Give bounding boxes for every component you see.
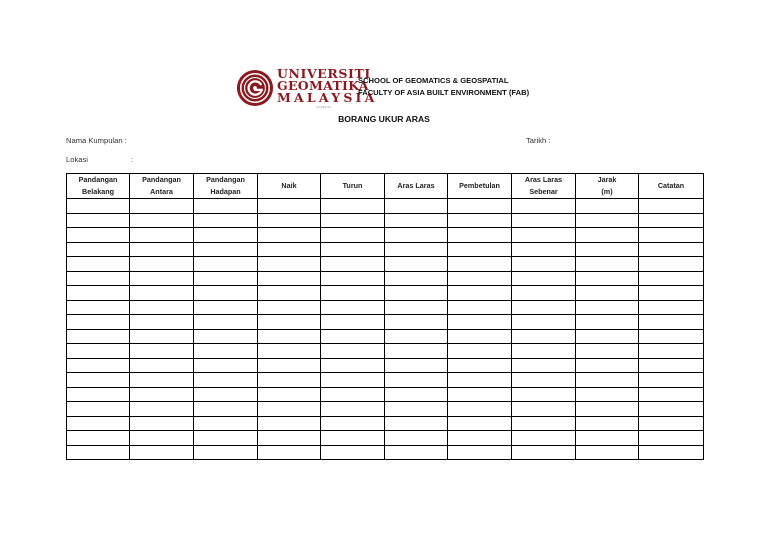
column-header [194, 174, 258, 199]
table-cell[interactable] [321, 358, 385, 373]
levelling-table [66, 173, 704, 460]
table-cell[interactable] [258, 402, 321, 417]
table-cell[interactable] [576, 373, 639, 388]
table-cell[interactable] [639, 199, 704, 214]
table-cell[interactable] [512, 213, 576, 228]
table-cell[interactable] [385, 242, 448, 257]
table-cell[interactable] [321, 431, 385, 446]
column-header-text: Pembetulan [459, 181, 500, 190]
column-header [67, 174, 130, 199]
table-cell[interactable] [639, 271, 704, 286]
table-cell[interactable] [321, 445, 385, 460]
table-row [67, 445, 704, 460]
table-cell[interactable] [576, 387, 639, 402]
table-cell[interactable] [258, 315, 321, 330]
table-cell[interactable] [639, 344, 704, 359]
table-row [67, 344, 704, 359]
table-row [67, 228, 704, 243]
table-cell[interactable] [194, 329, 258, 344]
table-cell[interactable] [385, 228, 448, 243]
table-cell[interactable] [385, 445, 448, 460]
column-header [448, 174, 512, 199]
table-cell[interactable] [512, 315, 576, 330]
table-cell[interactable] [321, 213, 385, 228]
table-cell[interactable] [576, 416, 639, 431]
column-header-text: Hadapan [210, 187, 241, 196]
table-cell[interactable] [321, 286, 385, 301]
table-cell[interactable] [194, 257, 258, 272]
table-cell[interactable] [512, 257, 576, 272]
table-cell[interactable] [512, 416, 576, 431]
table-cell[interactable] [512, 431, 576, 446]
table-cell[interactable] [194, 286, 258, 301]
table-cell[interactable] [194, 315, 258, 330]
table-cell[interactable] [512, 286, 576, 301]
table-cell[interactable] [321, 199, 385, 214]
table-header-row [67, 174, 704, 199]
table-cell[interactable] [512, 271, 576, 286]
table-cell[interactable] [639, 329, 704, 344]
table-cell[interactable] [258, 358, 321, 373]
table-cell[interactable] [576, 228, 639, 243]
table-row [67, 402, 704, 417]
column-header-text: Turun [342, 181, 363, 190]
table-cell[interactable] [130, 213, 194, 228]
table-cell[interactable] [258, 213, 321, 228]
university-subtext: (GUMSYS) [316, 105, 331, 109]
table-cell[interactable] [448, 329, 512, 344]
table-cell[interactable] [258, 416, 321, 431]
table-cell[interactable] [321, 387, 385, 402]
table-cell[interactable] [639, 300, 704, 315]
column-header-text: Pandangan [142, 175, 181, 184]
table-cell[interactable] [258, 228, 321, 243]
column-header [512, 174, 576, 199]
table-cell[interactable] [512, 373, 576, 388]
column-header-text: Belakang [82, 187, 114, 196]
table-cell[interactable] [448, 315, 512, 330]
table-row [67, 213, 704, 228]
table-cell[interactable] [512, 358, 576, 373]
table-cell[interactable] [576, 344, 639, 359]
table-cell[interactable] [130, 387, 194, 402]
table-cell[interactable] [258, 329, 321, 344]
table-cell[interactable] [67, 373, 130, 388]
table-cell[interactable] [67, 271, 130, 286]
table-cell[interactable] [67, 431, 130, 446]
table-row [67, 358, 704, 373]
table-cell[interactable] [194, 445, 258, 460]
table-cell[interactable] [576, 199, 639, 214]
table-cell[interactable] [385, 213, 448, 228]
table-cell[interactable] [130, 431, 194, 446]
table-cell[interactable] [512, 344, 576, 359]
table-cell[interactable] [385, 431, 448, 446]
table-cell[interactable] [385, 271, 448, 286]
table-cell[interactable] [194, 373, 258, 388]
table-cell[interactable] [639, 315, 704, 330]
table-cell[interactable] [258, 199, 321, 214]
school-name [358, 75, 529, 99]
table-cell[interactable] [639, 213, 704, 228]
table-row [67, 286, 704, 301]
table-cell[interactable] [130, 445, 194, 460]
table-cell[interactable] [194, 199, 258, 214]
table-cell[interactable] [258, 387, 321, 402]
table-cell[interactable] [258, 286, 321, 301]
table-cell[interactable] [448, 199, 512, 214]
table-cell[interactable] [194, 213, 258, 228]
table-row [67, 271, 704, 286]
table-cell[interactable] [448, 271, 512, 286]
table-cell[interactable] [448, 358, 512, 373]
table-cell[interactable] [130, 344, 194, 359]
table-cell[interactable] [321, 373, 385, 388]
table-cell[interactable] [385, 199, 448, 214]
table-cell[interactable] [194, 300, 258, 315]
table-cell[interactable] [576, 271, 639, 286]
table-cell[interactable] [385, 387, 448, 402]
column-header [576, 174, 639, 199]
table-cell[interactable] [639, 445, 704, 460]
table-cell[interactable] [576, 402, 639, 417]
table-row [67, 257, 704, 272]
table-cell[interactable] [67, 242, 130, 257]
table-cell[interactable] [321, 271, 385, 286]
table-cell[interactable] [576, 213, 639, 228]
table-cell[interactable] [258, 344, 321, 359]
table-cell[interactable] [321, 344, 385, 359]
table-cell[interactable] [576, 300, 639, 315]
table-cell[interactable] [130, 257, 194, 272]
school-line1: SCHOOL OF GEOMATICS & GEOSPATIAL [358, 76, 509, 85]
column-header-text: Aras Laras [397, 181, 435, 190]
table-row [67, 387, 704, 402]
table-cell[interactable] [258, 431, 321, 446]
table-cell[interactable] [639, 373, 704, 388]
table-cell[interactable] [512, 199, 576, 214]
table-body [67, 199, 704, 460]
table-cell[interactable] [385, 300, 448, 315]
table-cell[interactable] [512, 402, 576, 417]
group-name-label: Nama Kumpulan : [66, 136, 127, 145]
table-cell[interactable] [576, 242, 639, 257]
column-header-text: Aras Laras [524, 175, 563, 184]
table-cell[interactable] [67, 416, 130, 431]
column-header [258, 174, 321, 199]
table-cell[interactable] [194, 228, 258, 243]
table-cell[interactable] [639, 387, 704, 402]
column-header-text: Pandangan [206, 175, 245, 184]
table-cell[interactable] [639, 242, 704, 257]
table-cell[interactable] [194, 416, 258, 431]
university-name-line1: UNIVERSITI [277, 66, 371, 81]
table-cell[interactable] [385, 329, 448, 344]
letterhead [236, 67, 556, 109]
table-cell[interactable] [639, 402, 704, 417]
university-logo-icon [236, 69, 274, 107]
table-cell[interactable] [130, 271, 194, 286]
table-cell[interactable] [321, 257, 385, 272]
university-name-line3: MALAYSIA [277, 90, 378, 105]
table-cell[interactable] [130, 315, 194, 330]
school-line2: FACULTY OF ASIA BUILT ENVIRONMENT (FAB) [358, 88, 530, 97]
table-cell[interactable] [448, 213, 512, 228]
column-header [385, 174, 448, 199]
column-header-text: Pandangan [78, 175, 118, 184]
table-cell[interactable] [512, 300, 576, 315]
table-cell[interactable] [448, 344, 512, 359]
table-cell[interactable] [512, 242, 576, 257]
table-cell[interactable] [130, 228, 194, 243]
table-cell[interactable] [321, 242, 385, 257]
table-cell[interactable] [130, 300, 194, 315]
table-row [67, 431, 704, 446]
table-cell[interactable] [448, 445, 512, 460]
table-cell[interactable] [130, 358, 194, 373]
table-cell[interactable] [321, 300, 385, 315]
table-cell[interactable] [194, 271, 258, 286]
column-header [321, 174, 385, 199]
table-cell[interactable] [512, 228, 576, 243]
table-cell[interactable] [130, 199, 194, 214]
table-cell[interactable] [130, 402, 194, 417]
table-cell[interactable] [512, 445, 576, 460]
table-cell[interactable] [130, 373, 194, 388]
table-row [67, 199, 704, 214]
column-header-text: Jarak [597, 175, 617, 184]
table-cell[interactable] [639, 416, 704, 431]
form-title: BORANG UKUR ARAS [338, 114, 430, 124]
table-cell[interactable] [194, 431, 258, 446]
table-row [67, 315, 704, 330]
table-cell[interactable] [67, 228, 130, 243]
column-header-text: Catatan [657, 181, 685, 190]
table-cell[interactable] [258, 257, 321, 272]
column-header-text: Sebenar [529, 187, 558, 196]
table-cell[interactable] [576, 431, 639, 446]
table-cell[interactable] [385, 358, 448, 373]
table-cell[interactable] [385, 402, 448, 417]
table-cell[interactable] [67, 329, 130, 344]
table-cell[interactable] [576, 315, 639, 330]
table-cell[interactable] [130, 242, 194, 257]
table-cell[interactable] [448, 300, 512, 315]
column-header-text: Naik [281, 181, 297, 190]
table-cell[interactable] [448, 416, 512, 431]
table-cell[interactable] [448, 228, 512, 243]
table-cell[interactable] [576, 257, 639, 272]
table-cell[interactable] [639, 257, 704, 272]
table-cell[interactable] [258, 242, 321, 257]
table-cell[interactable] [448, 257, 512, 272]
table-cell[interactable] [385, 416, 448, 431]
table-cell[interactable] [130, 329, 194, 344]
table-cell[interactable] [67, 344, 130, 359]
column-header-text: Antara [150, 187, 173, 196]
table-cell[interactable] [639, 358, 704, 373]
table-cell[interactable] [385, 373, 448, 388]
table-cell[interactable] [321, 315, 385, 330]
table-cell[interactable] [258, 271, 321, 286]
table-cell[interactable] [639, 286, 704, 301]
table-cell[interactable] [576, 329, 639, 344]
table-cell[interactable] [258, 373, 321, 388]
column-header [639, 174, 704, 199]
table-cell[interactable] [448, 242, 512, 257]
table-cell[interactable] [194, 402, 258, 417]
column-header-text: (m) [601, 187, 613, 196]
table-row [67, 416, 704, 431]
table-cell[interactable] [67, 286, 130, 301]
table-row [67, 329, 704, 344]
table-cell[interactable] [67, 358, 130, 373]
table-cell[interactable] [448, 431, 512, 446]
table-cell[interactable] [385, 344, 448, 359]
table-cell[interactable] [194, 242, 258, 257]
table-cell[interactable] [639, 228, 704, 243]
table-cell[interactable] [67, 315, 130, 330]
table-cell[interactable] [385, 315, 448, 330]
table-cell[interactable] [67, 300, 130, 315]
table-cell[interactable] [321, 416, 385, 431]
table-cell[interactable] [448, 387, 512, 402]
table-cell[interactable] [321, 228, 385, 243]
table-cell[interactable] [130, 286, 194, 301]
table-cell[interactable] [321, 402, 385, 417]
location-colon: : [131, 155, 134, 164]
table-cell[interactable] [258, 300, 321, 315]
table-cell[interactable] [67, 402, 130, 417]
table-cell[interactable] [194, 344, 258, 359]
column-header [130, 174, 194, 199]
table-cell[interactable] [67, 213, 130, 228]
table-cell[interactable] [67, 445, 130, 460]
table-cell[interactable] [576, 445, 639, 460]
table-row [67, 373, 704, 388]
table-cell[interactable] [576, 286, 639, 301]
table-row [67, 300, 704, 315]
table-cell[interactable] [130, 416, 194, 431]
table-cell[interactable] [512, 387, 576, 402]
table-cell[interactable] [385, 286, 448, 301]
table-cell[interactable] [448, 286, 512, 301]
table-cell[interactable] [67, 387, 130, 402]
table-cell[interactable] [194, 387, 258, 402]
university-name-line2: GEOMATIKA [277, 78, 369, 93]
table-cell[interactable] [448, 373, 512, 388]
table-cell[interactable] [258, 445, 321, 460]
table-row [67, 242, 704, 257]
table-cell[interactable] [639, 431, 704, 446]
table-cell[interactable] [576, 358, 639, 373]
table-cell[interactable] [67, 257, 130, 272]
table-cell[interactable] [448, 402, 512, 417]
table-cell[interactable] [321, 329, 385, 344]
table-cell[interactable] [67, 199, 130, 214]
table-cell[interactable] [194, 358, 258, 373]
table-cell[interactable] [385, 257, 448, 272]
date-label: Tarikh : [526, 136, 551, 145]
location-label: Lokasi [66, 155, 88, 164]
table-cell[interactable] [512, 329, 576, 344]
